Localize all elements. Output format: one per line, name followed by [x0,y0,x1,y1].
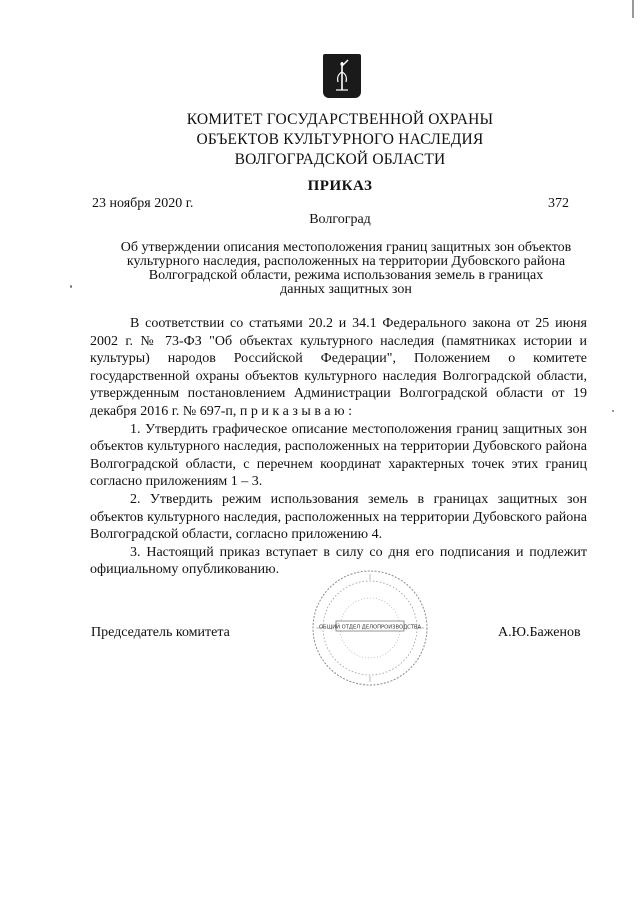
official-stamp [310,568,430,688]
org-line: ВОЛГОГРАДСКОЙ ОБЛАСТИ [234,151,446,168]
document-city: Волгоград [309,212,371,227]
order-item-2: 2. Утвердить режим использования земель в границах защитных зон объектов культурного наследия, расположенных на территории Дубовского района Волгоградской области, согласно приложению 4. [90,491,587,543]
organization-name [120,110,560,170]
order-item-1: 1. Утвердить графическое описание местоположения границ защитных зон объектов культурного наследия, расположенных на территории Дубовского района Волгоградской области, с перечнем координат характерных точек этих границ согласно приложениям 1 – 3. [90,421,587,490]
preamble-paragraph: В соответствии со статьями 20.2 и 34.1 Федерального закона от 25 июня 2002 г. № 73-ФЗ "Об объектах культурного наследия (памятниках истории и культуры) народов Российской Федерации", Положением о комитете государственной охраны объектов культурного наследия Волгоградской области, утвержденным постановлением Администрации Волгоградской области от 19 декабря 2016 г. № 697-п, п р и к а з ы в а ю : [90,316,587,419]
scan-speck [612,410,614,412]
subject-line: Волгоградской области, режима использования земель в границах [148,268,544,283]
document-type: ПРИКАЗ [307,178,373,194]
document-date: 23 ноября 2020 г. [92,196,194,211]
document-body [90,315,587,579]
subject-line: Об утверждении описания местоположения границ защитных зон объектов [120,240,572,255]
scan-speck [70,285,72,288]
stamp-text: ОБЩИЙ ОТДЕЛ ДЕЛОПРОИЗВОДСТВА [318,624,422,631]
signer-title: Председатель комитета [91,625,230,640]
subject-line: данных защитных зон [280,282,412,297]
document-number: 372 [548,196,569,211]
coat-of-arms-icon [323,54,361,98]
document-subject [96,241,596,297]
org-line: КОМИТЕТ ГОСУДАРСТВЕННОЙ ОХРАНЫ [186,111,494,128]
signer-name: А.Ю.Баженов [498,625,581,640]
order-item-3: 3. Настоящий приказ вступает в силу со дня его подписания и подлежит официальному опубликованию. [90,544,587,578]
scan-edge-mark [632,0,634,18]
subject-line: культурного наследия, расположенных на территории Дубовского района [126,254,566,269]
org-line: ОБЪЕКТОВ КУЛЬТУРНОГО НАСЛЕДИЯ [196,131,484,148]
